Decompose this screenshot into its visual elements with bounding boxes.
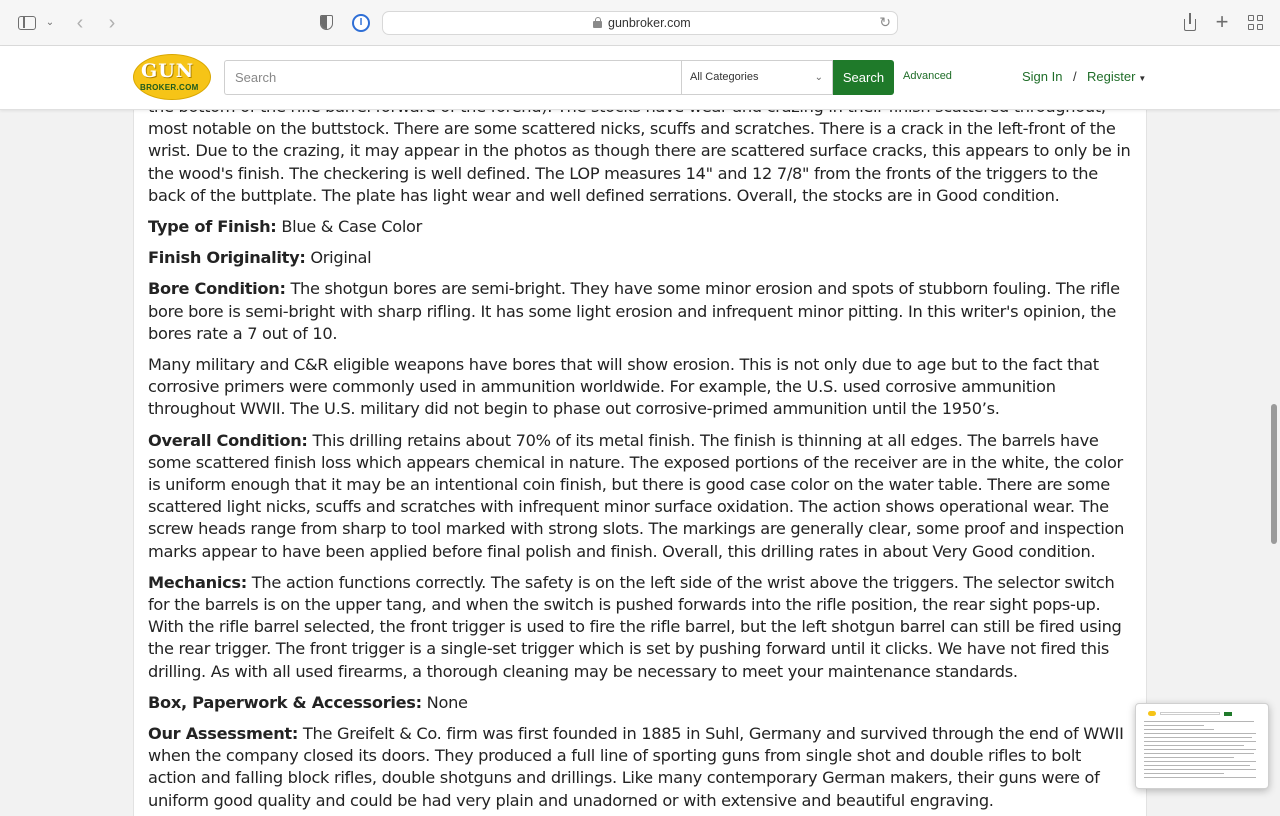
privacy-shield-icon[interactable] <box>318 12 336 34</box>
thumbnail-button <box>1224 712 1232 716</box>
advanced-search-link[interactable]: Advanced <box>903 70 952 82</box>
thumbnail-line <box>1144 721 1254 722</box>
listing-description <box>133 96 1147 816</box>
partial-line: most <box>148 119 188 139</box>
thumbnail-line <box>1144 773 1224 774</box>
search-button[interactable]: Search <box>833 60 894 95</box>
thumbnail-line <box>1144 765 1250 766</box>
finish-type-value: Blue & Case Color <box>276 217 423 237</box>
thumbnail-line <box>1144 725 1204 726</box>
our-assessment-label: Our Assessment: <box>148 724 299 744</box>
bore-condition-value: The shotgun bores are semi-bright. They have some minor erosion and spots of stubborn fouling. The rifle bore bore is semi-bright with sharp rifling. It has some light erosion and infrequent minor pitting. In this writer's opinion, the bores rate a 7 out of 10. <box>148 279 1120 343</box>
category-select[interactable] <box>681 60 833 95</box>
share-icon[interactable] <box>1181 12 1199 34</box>
overall-condition <box>148 430 1132 563</box>
logo-text-gun: GUN <box>141 60 195 82</box>
thumbnail-line <box>1144 777 1256 778</box>
logo-text-broker: BROKER.COM <box>140 83 199 92</box>
thumbnail-line <box>1144 769 1256 770</box>
forward-arrow-icon[interactable]: › <box>108 12 116 34</box>
lock-icon <box>593 17 601 27</box>
thumbnail-line <box>1144 749 1256 750</box>
browser-toolbar <box>0 0 1280 46</box>
finish-type <box>148 216 1132 238</box>
header-separator: / <box>1073 69 1077 84</box>
military-bore-note: Many military and C&R eligible weapons have bores that will show erosion. This is not only due to age but to the fact that corrosive primers were commonly used in ammunition worldwide. For example, the U.S. used corrosive ammunition throughout WWII. The U.S. military did not begin to phase out corrosive-primed ammunition until the 1950’s. <box>148 355 1099 419</box>
bore-condition-label: Bore Condition: <box>148 279 286 299</box>
register-link[interactable] <box>1087 69 1146 84</box>
overall-condition-value: This drilling retains about 70% of its metal finish. The finish is thinning at all edges. The barrels have some scattered finish loss which appears chemical in nature. The exposed portions of the receiver are in the white, the color is uniform enough that it may be an intentional coin finish, but there is good case color on the water table. There are some scattered light nicks, scuffs and scratches with infrequent minor surface oxidation. The action shows operational wear. The screw heads range from sharp to tool marked with strong slots. The markings are generally clear, some proof and inspection marks appear to have been applied before final polish and finish. Overall, this drilling rates in about Very Good condition. <box>148 430 1125 561</box>
mechanics-label: Mechanics: <box>148 572 247 592</box>
site-header <box>0 46 1280 110</box>
thumbnail-line <box>1144 729 1214 730</box>
thumbnail-line <box>1144 757 1234 758</box>
thumbnail-line <box>1144 741 1256 742</box>
our-assessment-value: The Greifelt & Co. firm was first founded in 1885 in Suhl, Germany and survived through the end of WWII when the company closed its doors. They produced a full line of sporting guns from single shot and double rifles to bolt action and falling block rifles, double shotguns and drillings. Like many contemporary German makers, their guns were of uniform good quality and could be had very plain and unadorned or with extensive and beautiful engraving. <box>148 724 1124 810</box>
description-text <box>148 96 1132 816</box>
thumbnail-logo <box>1148 711 1156 716</box>
chevron-down-icon: ⌄ <box>814 72 823 83</box>
thumbnail-line <box>1144 745 1244 746</box>
finish-type-label: Type of Finish: <box>148 217 277 237</box>
password-manager-icon[interactable]: I <box>352 12 370 34</box>
page-scrollbar[interactable] <box>1271 404 1277 544</box>
box-paperwork <box>148 692 1132 714</box>
our-assessment <box>148 723 1132 812</box>
new-tab-icon[interactable]: + <box>1215 9 1229 34</box>
bore-condition <box>148 278 1132 345</box>
box-paperwork-value: None <box>421 692 468 712</box>
chevron-down-icon[interactable]: ⌄ <box>45 17 55 28</box>
category-select-value: All Categories <box>690 71 759 83</box>
screenshot-thumbnail[interactable] <box>1135 703 1269 789</box>
thumbnail-line <box>1144 761 1256 762</box>
caret-down-icon: ▼ <box>1138 74 1147 83</box>
thumbnail-search <box>1160 712 1220 715</box>
overall-condition-label: Overall Condition: <box>148 430 308 450</box>
url-text: gunbroker.com <box>608 16 691 30</box>
tab-overview-icon[interactable] <box>1247 12 1265 34</box>
address-bar[interactable] <box>382 11 898 35</box>
stock-condition-text: notable on the buttstock. There are some scattered nicks, scuffs and scratches. There is a crack in the left-front of the wrist. Due to the crazing, it may appear in the photos as though there are scattered surface cracks, this appears to only be in the wood's finish. The checkering is well defined. The LOP measures 14" and 12 7/8" from the fronts of the triggers to the back of the buttplate. The plate has light wear and well defined serrations. Overall, the stocks are in Good condition. <box>148 119 1131 205</box>
search-input[interactable] <box>224 60 682 95</box>
sign-in-link[interactable]: Sign In <box>1022 69 1063 84</box>
sidebar-toggle-icon[interactable] <box>16 12 38 34</box>
mechanics-value: The action functions correctly. The safety is on the left side of the wrist above the triggers. The selector switch for the barrels is on the upper tang, and when the switch is pushed forwards into the rifle position, the rear sight pops-up. With the rifle barrel selected, the front trigger is used to fire the rifle barrel, but the left shotgun barrel can still be fired using the rear trigger. The front trigger is a single-set trigger which is set by pushing forward until it clicks. We have not fired this drilling. As with all used firearms, a thorough cleaning may be necessary to meet your maintenance standards. <box>148 572 1122 681</box>
finish-originality <box>148 247 1132 269</box>
thumbnail-line <box>1144 737 1252 738</box>
finish-originality-label: Finish Originality: <box>148 248 306 268</box>
back-arrow-icon[interactable]: ‹ <box>76 12 84 34</box>
gunbroker-logo[interactable] <box>133 54 211 100</box>
mechanics <box>148 572 1132 683</box>
register-label: Register <box>1087 69 1136 84</box>
thumbnail-line <box>1144 733 1256 734</box>
finish-originality-value: Original <box>305 248 372 268</box>
thumbnail-line <box>1144 753 1254 754</box>
reload-icon[interactable]: ↻ <box>879 14 891 30</box>
stock-condition-paragraph <box>148 96 1132 207</box>
box-paperwork-label: Box, Paperwork & Accessories: <box>148 692 422 712</box>
